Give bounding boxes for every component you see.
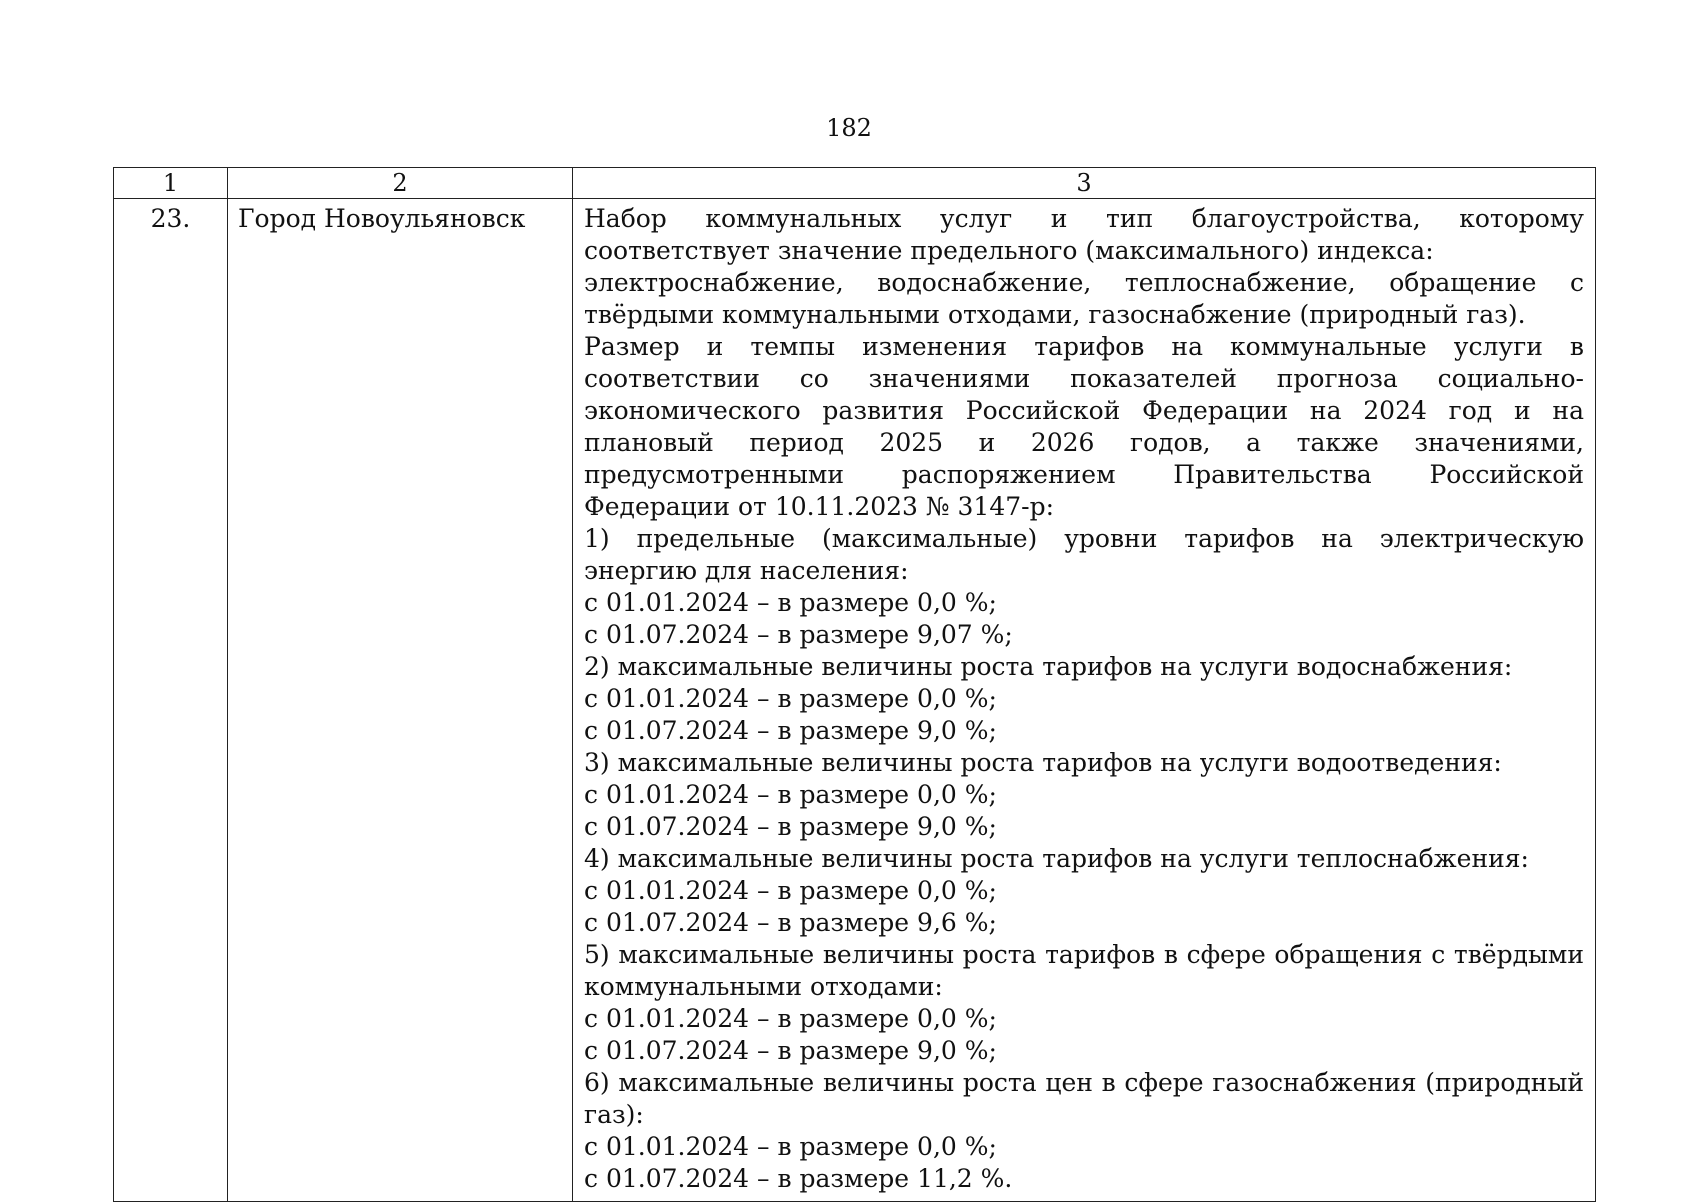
item-5-title: 5) максимальные величины роста тарифов в сфере обращения с твёрдыми коммунальными отходами:: [584, 940, 1584, 1001]
item-5-rate-2: с 01.07.2024 – в размере 9,0 %;: [584, 1036, 997, 1065]
intro-paragraph: Набор коммунальных услуг и тип благоустройства, которому соответствует значение предельного (максимального) индекса:: [584, 204, 1584, 265]
item-4-rate-2: с 01.07.2024 – в размере 9,6 %;: [584, 908, 997, 937]
table-header-row: [114, 168, 1596, 199]
table-row: [114, 199, 1596, 1202]
item-1-rate-1: с 01.01.2024 – в размере 0,0 %;: [584, 588, 997, 617]
item-1-rate-2: с 01.07.2024 – в размере 9,07 %;: [584, 620, 1013, 649]
tariff-description: [573, 199, 1596, 1202]
item-3-rate-1: с 01.01.2024 – в размере 0,0 %;: [584, 780, 997, 809]
services-paragraph: электроснабжение, водоснабжение, теплоснабжение, обращение с твёрдыми коммунальными отходами, газоснабжение (природный газ).: [584, 268, 1584, 329]
row-number: 23.: [114, 199, 228, 1202]
basis-paragraph: Размер и темпы изменения тарифов на коммунальные услуги в соответствии со значениями показателей прогноза социально-экономического развития Российской Федерации на 2024 год и на плановый период 2025 и 2026 годов, а также значениями, предусмотренными распоряжением Правительства Российской Федерации от 10.11.2023 № 3147-р:: [584, 332, 1584, 521]
item-3-rate-2: с 01.07.2024 – в размере 9,0 %;: [584, 812, 997, 841]
municipality-name: Город Новоульяновск: [228, 199, 573, 1202]
item-2-rate-2: с 01.07.2024 – в размере 9,0 %;: [584, 716, 997, 745]
column-header-1: 1: [114, 168, 228, 199]
column-header-3: 3: [573, 168, 1596, 199]
page-number: 182: [826, 114, 872, 142]
item-1-title: 1) предельные (максимальные) уровни тарифов на электрическую энергию для населения:: [584, 524, 1584, 585]
item-2-rate-1: с 01.01.2024 – в размере 0,0 %;: [584, 684, 997, 713]
item-5-rate-1: с 01.01.2024 – в размере 0,0 %;: [584, 1004, 997, 1033]
item-3-title: 3) максимальные величины роста тарифов на услуги водоотведения:: [584, 748, 1502, 777]
item-6-rate-1: с 01.01.2024 – в размере 0,0 %;: [584, 1132, 997, 1161]
column-header-2: 2: [228, 168, 573, 199]
item-4-title: 4) максимальные величины роста тарифов на услуги теплоснабжения:: [584, 844, 1529, 873]
tariff-table: [113, 167, 1596, 1202]
item-4-rate-1: с 01.01.2024 – в размере 0,0 %;: [584, 876, 997, 905]
item-6-rate-2: с 01.07.2024 – в размере 11,2 %.: [584, 1164, 1013, 1193]
item-6-title: 6) максимальные величины роста цен в сфере газоснабжения (природный газ):: [584, 1068, 1584, 1129]
item-2-title: 2) максимальные величины роста тарифов на услуги водоснабжения:: [584, 652, 1513, 681]
